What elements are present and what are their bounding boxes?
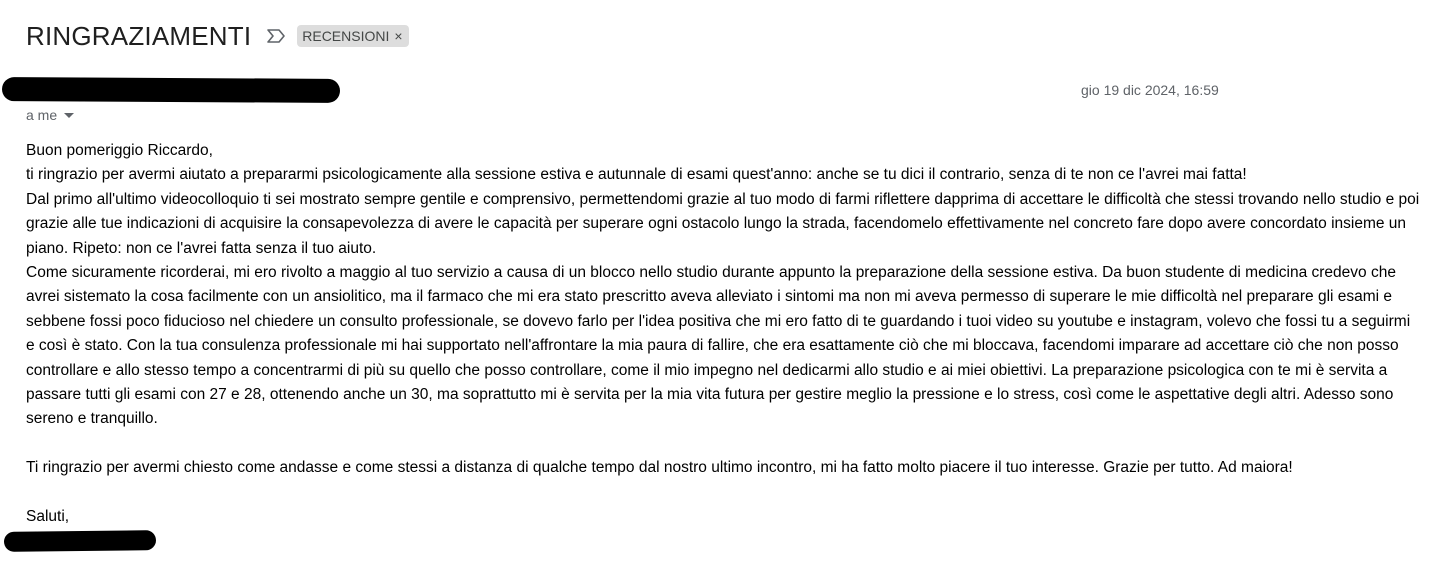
email-header	[26, 18, 409, 54]
body-greeting: Buon pomeriggio Riccardo,	[26, 142, 213, 159]
paragraph-gap	[26, 481, 1422, 505]
recipient-details-toggle[interactable]	[26, 106, 74, 124]
body-closing: Saluti,	[26, 508, 70, 526]
email-subject: RINGRAZIAMENTI	[26, 21, 252, 51]
body-paragraph-4: Ti ringrazio per avermi chiesto come andasse e come stessi a distanza di qualche tempo dal nostro ultimo incontro, mi ha fatto molto piacere il tuo interesse. Grazie per tutto. Ad maiora!	[26, 459, 1293, 477]
paragraph-gap	[26, 432, 1422, 456]
importance-marker-svg	[266, 28, 286, 44]
label-chip-text: RECENSIONI	[302, 28, 390, 44]
email-date: gio 19 dic 2024, 16:59	[1081, 82, 1219, 98]
chevron-down-icon	[64, 113, 74, 118]
body-paragraph-2: Dal primo all'ultimo videocolloquio ti sei mostrato sempre gentile e comprensivo, permettendomi grazie al tuo modo di farmi riflettere dapprima di accettare le difficoltà che stessi trovando nello studio e poi grazie alle tue indicazioni di acquisire la consapevolezza di avere le capacità per superare ogni ostacolo lungo la strada, facendomelo effettivamente nel concreto fare dopo avere concordato insieme un piano. Ripeto: non ce l'avrei fatta senza il tuo aiuto.	[26, 190, 1420, 257]
remove-label-icon[interactable]: ×	[394, 28, 403, 44]
recipient-label: a me	[26, 107, 58, 123]
email-body	[26, 139, 1422, 529]
label-chip-recensioni[interactable]	[297, 25, 408, 47]
importance-marker-icon[interactable]	[265, 27, 287, 45]
body-paragraph-3: Come sicuramente ricorderai, mi ero rivolto a maggio al tuo servizio a causa di un blocco nello studio durante appunto la preparazione della sessione estiva. Da buon studente di medicina credevo che avrei sistemato la cosa facilmente con un ansiolitico, ma il farmaco che mi era stato prescritto aveva alleviato i sintomi ma non mi aveva permesso di superare le mie difficoltà nel preparare gli esami e sebbene fossi poco fiducioso nel chiedere un consulto professionale, se dovevo farlo per l'idea positiva che mi ero fatto di te guardando i tuoi video su youtube e instagram, volevo che fossi tu a seguirmi e così è stato. Con la tua consulenza professionale mi hai supportato nell'affrontare la mia paura di fallire, che era esattamente ciò che mi bloccava, facendomi imparare ad accettare ciò che non posso controllare e allo stesso tempo a concentrarmi di più su quello che posso controllare, come il mio impegno nel dedicarmi allo studio e ai miei obiettivi. La preparazione psicologica con te mi è servita a passare tutti gli esami con 27 e 28, ottenendo anche un 30, ma soprattutto mi è servita per la mia vita futura per gestire meglio la pressione e lo stress, così come le aspettative degli altri. Adesso sono sereno e tranquillo.	[26, 264, 1411, 428]
signature-redacted	[4, 530, 156, 552]
sender-redacted	[2, 77, 340, 103]
body-line-1: ti ringrazio per avermi aiutato a prepararmi psicologicamente alla sessione estiva e autunnale di esami quest'anno: anche se tu dici il contrario, senza di te non ce l'avrei mai fatta!	[26, 166, 1247, 184]
